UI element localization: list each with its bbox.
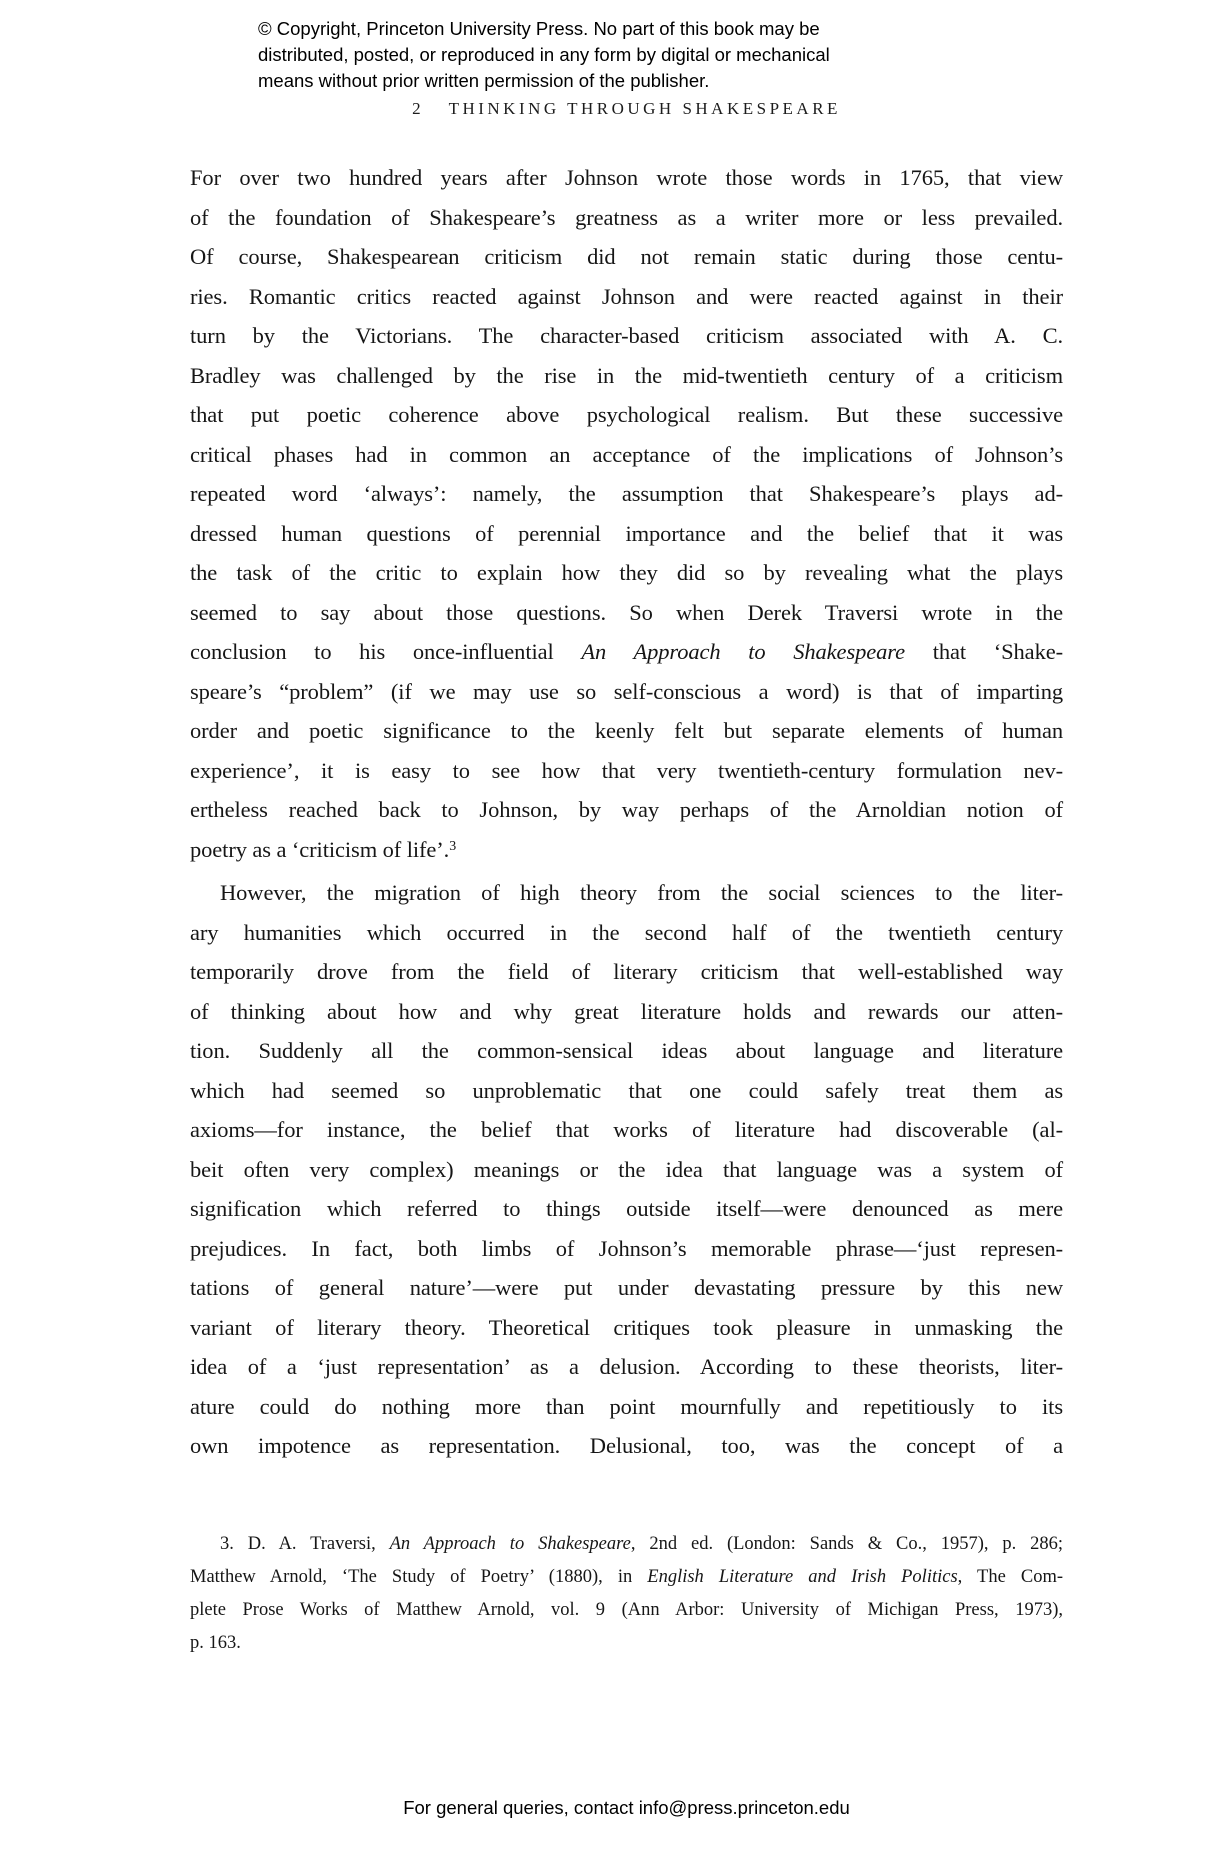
page-number: 2 [412,99,421,118]
text-line [190,1387,1063,1427]
text-line [190,1268,1063,1308]
text-line [190,316,1063,356]
text-line [190,873,1063,913]
text-line [190,593,1063,633]
queries-footer: For general queries, contact info@press.princeton.edu [403,1797,850,1818]
text-run: Of course, Shakespearean criticism did not remain static during those centu- [190,244,1063,269]
text-line [190,514,1063,554]
copyright-line: distributed, posted, or reproduced in any form by digital or mechanical [258,44,830,65]
text-line [190,790,1063,830]
text-run: that put poetic coherence above psychological realism. But these successive [190,402,1063,427]
text-line [190,395,1063,435]
text-line [190,553,1063,593]
text-run: seemed to say about those questions. So when Derek Traversi wrote in the [190,599,1063,625]
text-run: ature could do nothing more than point mournfully and repetitiously to its [190,1393,1063,1419]
text-run: of thinking about how and why great literature holds and rewards our atten- [190,998,1063,1024]
text-line [190,751,1063,791]
text-line [190,277,1063,317]
text-line [190,237,1063,277]
text-run: For over two hundred years after Johnson wrote those words in 1765, that view [190,165,1063,190]
text-run: the task of the critic to explain how they did so by revealing what the plays [190,560,1063,585]
text-line [190,1229,1063,1269]
text-run: , 2nd ed. (London: Sands & Co., 1957), p. 286; [630,1534,1063,1554]
text-run: beit often very complex) meanings or the idea that language was a system of [190,1156,1063,1182]
running-head-title: THINKING THROUGH SHAKESPEARE [448,99,841,118]
text-run: order and poetic significance to the keenly felt but separate elements of human [190,718,1063,743]
text-line [190,1594,1063,1627]
text-run: ertheless reached back to Johnson, by way perhaps of the Arnoldian notion of [190,797,1063,822]
text-run: ary humanities which occurred in the second half of the twentieth century [190,919,1063,945]
text-run: speare’s “problem” (if we may use so self-conscious a word) is that of imparting [190,678,1063,704]
text-line [190,1426,1063,1466]
text-run: conclusion to his once-influential [190,639,582,664]
text-line [190,1528,1063,1561]
text-line [190,1071,1063,1111]
text-line [190,1627,1063,1660]
text-line [190,356,1063,396]
text-run: Matthew Arnold, ‘The Study of Poetry’ (1880), in [190,1567,648,1587]
copyright-notice [258,16,830,94]
text-run: repeated word ‘always’: namely, the assumption that Shakespeare’s plays ad- [190,481,1063,506]
text-run: 3. D. A. Traversi, [220,1534,390,1554]
text-run: p. 163. [190,1633,241,1653]
text-run: tion. Suddenly all the common-sensical ideas about language and literature [190,1038,1063,1063]
copyright-line: © Copyright, Princeton University Press. No part of this book may be [258,18,820,39]
text-line [190,435,1063,475]
text-run: , The Com- [957,1567,1063,1587]
text-run: signification which referred to things outside itself—were denounced as mere [190,1196,1063,1221]
text-run: However, the migration of high theory from the social sciences to the liter- [220,880,1063,905]
text-run: axioms—for instance, the belief that works of literature had discoverable (al- [190,1117,1063,1142]
text-run: tations of general nature’—were put under devastating pressure by this new [190,1275,1063,1300]
text-line [190,1189,1063,1229]
text-line [190,711,1063,751]
text-line [190,474,1063,514]
body-text [190,158,1063,1466]
text-line [190,952,1063,992]
text-run: ries. Romantic critics reacted against Johnson and were reacted against in their [190,283,1063,309]
text-line [190,672,1063,712]
text-line [190,632,1063,672]
text-line [190,198,1063,238]
text-run: Bradley was challenged by the rise in the mid-twentieth century of a criticism [190,362,1063,388]
text-run: plete Prose Works of Matthew Arnold, vol. 9 (Ann Arbor: University of Michigan Press, 1973), [190,1600,1063,1620]
text-line [190,992,1063,1032]
text-run: of the foundation of Shakespeare’s greatness as a writer more or less prevailed. [190,204,1063,230]
copyright-line: means without prior written permission of the publisher. [258,70,710,91]
running-head [190,99,1063,119]
text-line [190,158,1063,198]
text-run: dressed human questions of perennial importance and the belief that it was [190,520,1063,546]
italic-text-run: An Approach to Shakespeare [389,1534,631,1554]
italic-text-run: English Literature and Irish Politics [647,1567,958,1587]
text-line [190,1031,1063,1071]
text-run: temporarily drove from the field of literary criticism that well-established way [190,959,1063,984]
text-line [190,1561,1063,1594]
italic-text-run: An Approach to Shakespeare [581,639,905,664]
text-run: turn by the Victorians. The character-based criticism associated with A. C. [190,323,1063,348]
text-run: idea of a ‘just representation’ as a delusion. According to these theorists, liter- [190,1354,1063,1379]
footnote [190,1528,1063,1660]
text-run: prejudices. In fact, both limbs of Johnson’s memorable phrase—‘just represen- [190,1235,1063,1261]
text-run: experience’, it is easy to see how that very twentieth-century formulation nev- [190,757,1063,783]
text-line [190,1150,1063,1190]
text-line [190,1110,1063,1150]
text-run: critical phases had in common an acceptance of the implications of Johnson’s [190,441,1063,467]
text-line [190,830,1063,874]
text-run: that ‘Shake- [905,639,1063,664]
text-line [190,1308,1063,1348]
text-run: poetry as a ‘criticism of life’. [190,836,450,862]
footnote-marker: 3 [449,838,457,854]
text-run: which had seemed so unproblematic that one could safely treat them as [190,1077,1063,1103]
text-run: variant of literary theory. Theoretical critiques took pleasure in unmasking the [190,1314,1063,1340]
text-run: own impotence as representation. Delusional, too, was the concept of a [190,1433,1063,1458]
text-line [190,913,1063,953]
text-line [190,1347,1063,1387]
